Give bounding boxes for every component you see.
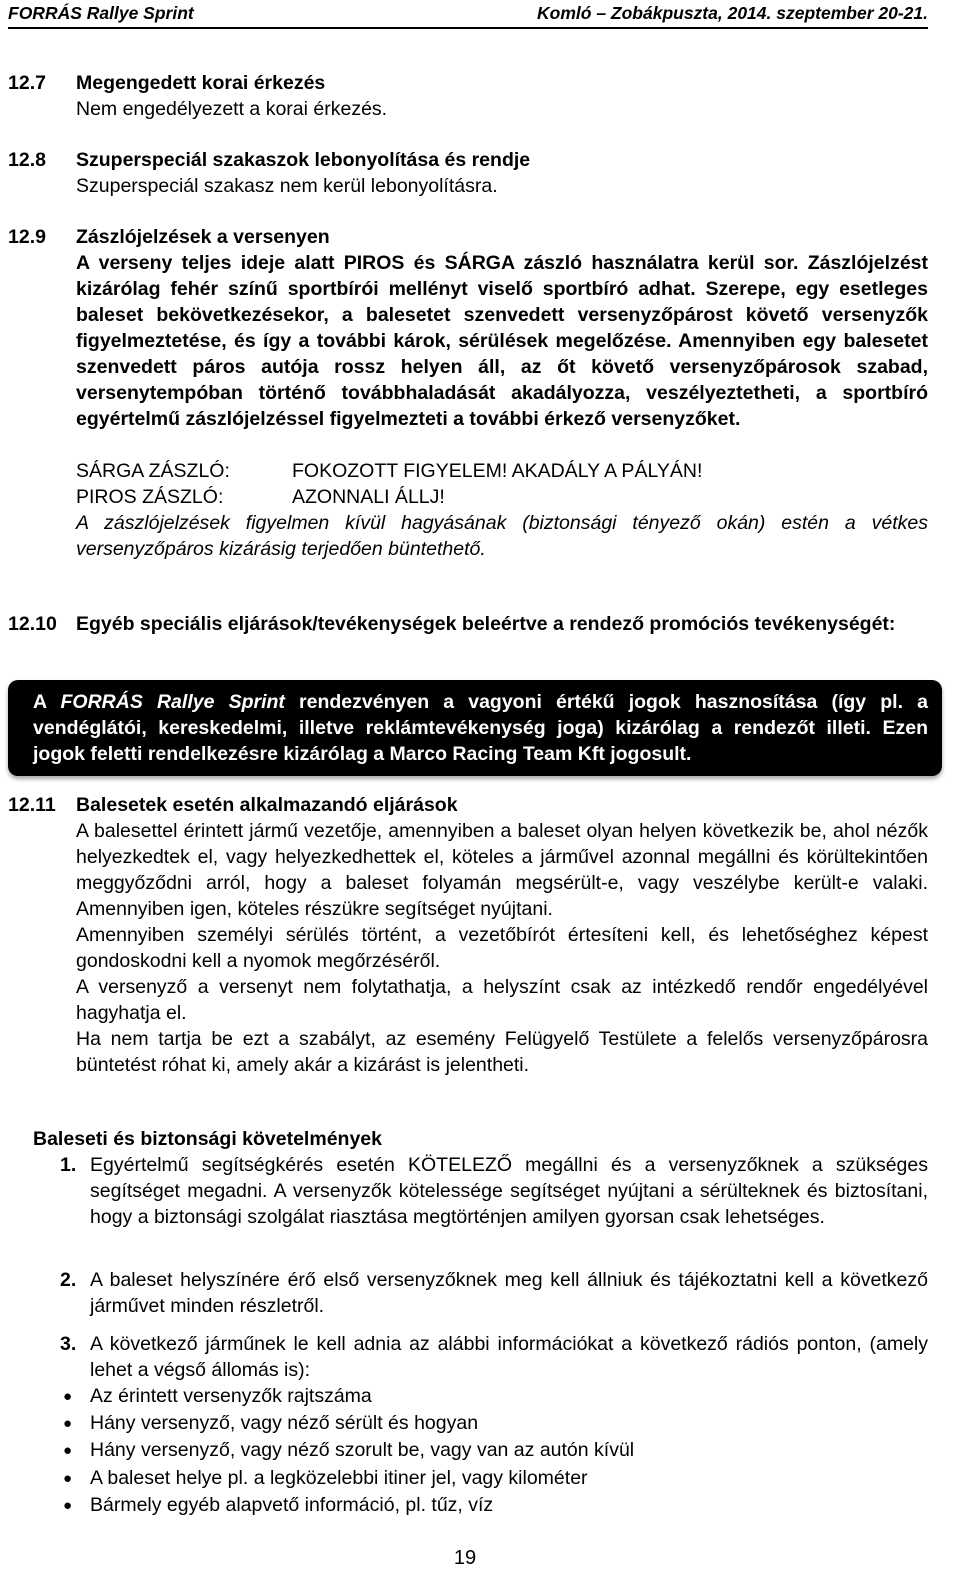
bullet-icon: ● xyxy=(63,1442,73,1460)
accident-paragraph: Amennyiben személyi sérülés történt, a vezetőbírót értesíteni kell, és lehetőséghez képest gondoskodni kell a nyomok megőrzéséről. xyxy=(76,924,928,972)
section-number: 12.9 xyxy=(8,226,46,248)
section-text: Nem engedélyezett a korai érkezés. xyxy=(76,98,388,120)
accident-paragraph: A balesettel érintett jármű vezetője, amennyiben a baleset olyan helyen következik be, ahol nézők helyezkedtek el, vagy helyezkedhettek el, köteles a járművel azonnal megállni és körültekintően meggyőződni arról, hogy a baleset folyamán megsérült-e, vagy veszélybe került-e valaki. Amennyiben igen, köteles részükre segítséget nyújtani. xyxy=(76,820,928,920)
flag-row-red xyxy=(76,484,928,510)
section-title: Megengedett korai érkezés xyxy=(76,72,326,94)
section-title: Szuperspeciál szakaszok lebonyolítása és rendje xyxy=(76,149,531,171)
safety-heading: Baleseti és biztonsági követelmények xyxy=(33,1128,382,1150)
flag-meaning: FOKOZOTT FIGYELEM! AKADÁLY A PÁLYÁN! xyxy=(292,460,703,482)
header-event-name: FORRÁS Rallye Sprint xyxy=(8,3,194,23)
accident-paragraph: A versenyző a versenyt nem folytathatja, a helyszínt csak az intézkedő rendőr engedélyével hagyhatja el. xyxy=(76,976,928,1024)
section-number: 12.11 xyxy=(8,794,56,816)
list-item xyxy=(60,1437,928,1464)
list-item-text: Bármely egyéb alapvető információ, pl. tűz, víz xyxy=(90,1493,494,1516)
section-12-7 xyxy=(8,70,928,122)
list-item-text: Hány versenyző, vagy néző sérült és hogyan xyxy=(90,1412,479,1435)
section-12-10 xyxy=(8,611,928,637)
list-item xyxy=(60,1465,928,1492)
info-bullet-list xyxy=(60,1383,928,1519)
item-text: Egyértelmű segítségkérés esetén KÖTELEZŐ megállni és a versenyzőknek a szükséges segítséget megadni. A versenyzők kötelessége segítséget nyújtani a sérülteknek és biztosítani, hogy a biztonsági szolgálat riasztása megtörténjen amilyen gyorsan csak lehetséges. xyxy=(90,1154,928,1228)
bullet-icon: ● xyxy=(63,1415,73,1433)
safety-item-2 xyxy=(60,1267,928,1319)
flag-row-yellow xyxy=(76,458,928,484)
flag-label: PIROS ZÁSZLÓ: xyxy=(76,486,224,508)
promo-rights-text xyxy=(33,689,928,767)
item-text: A baleset helyszínére érő első versenyzőknek meg kell állniuk és tájékoztatni kell a következő járművet minden részletről. xyxy=(90,1269,928,1317)
section-number: 12.7 xyxy=(8,72,46,94)
flag-signal-paragraph: A verseny teljes ideje alatt PIROS és SÁRGA zászló használatra kerül sor. Zászlójelzést kizárólag fehér színű sportbírói mellényt viselő sportbíró adhat. Szerepe, egy esetleges baleset bekövetkezésekor, a balesetet szenvedett versenyzőpárost követő versenyzők figyelmeztetése, és így a további károk, sérülések megelőzése. Amennyiben egy balesetet szenvedett páros autója rossz helyen áll, az őt követő versenyzőpárosok szabad, versenytempóban történő továbbhaladását akadályozza, veszélyeztetheti, a sportbíró egyértelmű zászlójelzéssel figyelmezteti a további érkező versenyzőket. xyxy=(76,252,928,430)
page-header xyxy=(8,0,928,29)
bullet-icon: ● xyxy=(63,1469,73,1487)
accident-paragraph: Ha nem tartja be ezt a szabályt, az esemény Felügyelő Testülete a felelős versenyzőpárosra büntetést róhat ki, amely akár a kizárást is jelentheti. xyxy=(76,1028,928,1076)
section-12-11 xyxy=(8,792,928,1078)
flag-meaning: AZONNALI ÁLLJ! xyxy=(292,486,445,508)
section-number: 12.8 xyxy=(8,149,46,171)
item-number: 1. xyxy=(60,1154,77,1176)
promo-event-name: FORRÁS Rallye Sprint xyxy=(60,691,285,713)
bullet-icon: ● xyxy=(63,1496,73,1514)
item-number: 2. xyxy=(60,1269,77,1291)
promo-text-part: A xyxy=(33,691,61,713)
list-item xyxy=(60,1492,928,1519)
section-title: Balesetek esetén alkalmazandó eljárások xyxy=(76,794,458,816)
bullet-icon: ● xyxy=(63,1388,73,1405)
section-number: 12.10 xyxy=(8,613,57,635)
item-number: 3. xyxy=(60,1333,77,1355)
list-item xyxy=(60,1410,928,1437)
list-item xyxy=(60,1383,928,1410)
safety-item-3 xyxy=(60,1331,928,1383)
section-title: Egyéb speciális eljárások/tevékenységek beleértve a rendező promóciós tevékenységét: xyxy=(76,613,896,635)
safety-item-1 xyxy=(60,1152,928,1230)
section-title: Zászlójelzések a versenyen xyxy=(76,226,330,248)
flag-penalty-note: A zászlójelzések figyelmen kívül hagyásának (biztonsági tényező okán) estén a vétkes versenyzőpáros kizárásig terjedően büntethető. xyxy=(76,512,928,560)
page-number: 19 xyxy=(453,1547,477,1569)
list-item-text: A baleset helye pl. a legközelebbi itiner jel, vagy kilométer xyxy=(90,1466,588,1489)
flag-label: SÁRGA ZÁSZLÓ: xyxy=(76,460,230,482)
section-12-8 xyxy=(8,147,928,199)
section-text: Szuperspeciál szakasz nem kerül lebonyolításra. xyxy=(76,175,498,197)
list-item-text: Az érintett versenyzők rajtszáma xyxy=(90,1385,372,1407)
item-text: A következő járműnek le kell adnia az alábbi információkat a következő rádiós ponton, (amely lehet a végső állomás is): xyxy=(90,1333,928,1381)
section-12-9 xyxy=(8,224,928,562)
header-location-date: Komló – Zobákpuszta, 2014. szeptember 20-21. xyxy=(537,3,928,23)
promo-text-part: rendezvényen a vagyoni értékű jogok hasznosítása (így pl. a vendéglátói, kereskedelmi, illetve reklámtevékenység joga) kizárólag a rendezőt illeti. Ezen jogok feletti rendelkezésre kizárólag a Marco Racing Team Kft jogosult. xyxy=(33,691,928,765)
list-item-text: Hány versenyző, vagy néző szorult be, vagy van az autón kívül xyxy=(90,1439,635,1462)
